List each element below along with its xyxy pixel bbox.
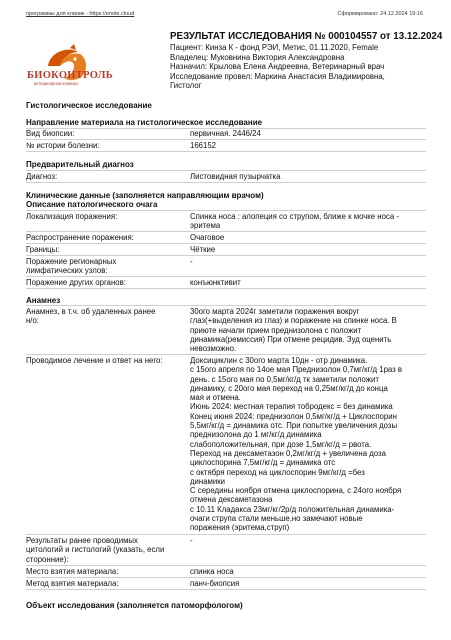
borders-value: Чёткие <box>190 245 216 254</box>
performed-line-cont: Гистолог <box>170 81 202 91</box>
previous-results-value: - <box>190 536 193 545</box>
previous-results-label: Результаты ранее проводимых цитологий и гистологий (указать, если сторонние): <box>26 536 165 564</box>
section-referral: Направление материала на гистологическое исследование <box>26 118 263 127</box>
biopsy-type-label: Вид биопсии: <box>26 129 75 138</box>
divider <box>26 354 426 355</box>
history-value: 166152 <box>190 141 217 150</box>
divider <box>26 243 426 244</box>
spread-label: Распространение поражения: <box>26 233 134 242</box>
result-title: РЕЗУЛЬТАТ ИССЛЕДОВАНИЯ № 000104557 от 13.12.2024 <box>170 31 443 42</box>
divider <box>26 210 426 211</box>
section-histology: Гистологическое исследование <box>26 101 152 110</box>
divider <box>26 170 426 171</box>
other-organs-value: конъюнктивит <box>190 278 241 287</box>
header-link[interactable]: программы для клиник - https://enote.cloud <box>26 11 135 17</box>
divider <box>26 151 426 152</box>
sample-place-label: Место взятия материала: <box>26 567 119 576</box>
history-label: № истории болезни: <box>26 141 100 150</box>
performed-line: Исследование провел: Маркина Анастасия Владимировна, <box>170 71 385 81</box>
treatment-value: Доксициклин с 30ого марта 10дн - отр динамика. с 15ого апреля по 14ое мая Преднизолон 0,7мг/кг/д 1раз в день. с 15ого мая по 0,5мг/кг/д тк заметили положит динамику, с 20ого мая переход на 0,25мг/кг/д до конца мая и отмена. Июнь 2024: местная терапия тобродекс = без динамика Конец июня 2024: преднизолон 0,5мг/кг/д + Циклоспорин 5,5мг/кг/д = динамика отс. При попытке увеличения дозы преднизолона до 1 мг/кг/д динамика слабоположительная, при дозе 1,5мг/кг/д = рвота. Переход на дексаметазон 0,2мг/кг/д + увеличена доза циклоспорина 7,5мг/кг/д = динамика отс с октября переход на циклоспорин 9мг/кг/д =без динамики С середины ноября отмена циклоспорина, с 24ого ноября отмена дексаметазона с 10.11 Кладакса 23мг/кг/2р/д положительная динамика- очаги струпа стали меньше,но замечают новые поражения (эритема,струп) <box>190 356 403 533</box>
assigned-line: Назначил: Крылова Елена Андреевна, Ветеринарный врач <box>170 62 385 72</box>
lymph-nodes-label: Поражение регионарных лимфатических узлов: <box>26 257 117 276</box>
anamnesis-label: Анамнез, в т.ч. об удаленных ранее н/о: <box>26 307 156 326</box>
sample-method-label: Метод взятия материала: <box>26 579 119 588</box>
localization-value: Спинка носа : алопеция со струпом, ближе к мочке носа - эритема <box>190 212 399 231</box>
divider <box>26 276 426 277</box>
section-lesion-description: Описание патологического очага <box>26 200 158 209</box>
diagnosis-label: Диагноз: <box>26 172 58 181</box>
sample-place-value: спинка носа <box>190 567 234 576</box>
patient-line: Пациент: Кинза К - фонд РЭИ, Метис, 01.11.2020, Female <box>170 43 379 52</box>
treatment-label: Проводимое лечение и ответ на него: <box>26 356 163 365</box>
section-anamnesis: Анамнез <box>26 296 61 305</box>
brand-tagline: ветеринарная клиника <box>34 81 78 86</box>
biopsy-type-value: первичная. 2446/24 <box>190 129 261 138</box>
divider <box>26 565 426 566</box>
other-organs-label: Поражение других органов: <box>26 278 126 287</box>
sample-method-value: панч-биопсия <box>190 579 240 588</box>
divider <box>26 255 426 256</box>
divider <box>26 589 426 590</box>
divider <box>26 139 426 140</box>
divider <box>26 534 426 535</box>
localization-label: Локализация поражения: <box>26 212 118 221</box>
lymph-nodes-value: - <box>190 257 193 266</box>
owner-line: Владелец: Муковнина Виктория Александровна <box>170 52 345 62</box>
section-preliminary-diagnosis: Предварительный диагноз <box>26 160 134 169</box>
divider <box>26 577 426 578</box>
divider <box>26 305 426 306</box>
anamnesis-value: 30ого марта 2024г заметили поражения вокруг глаз(+выделения из глаз) и поражение на спинке носа. В приюте начали прием преднизолона с положит динамика(ремиссия) При отмене рецидив. Зуд оценить невозможно. <box>190 307 397 354</box>
divider <box>26 182 426 183</box>
diagnosis-value: Листовидная пузырчатка <box>190 172 281 181</box>
borders-label: Границы: <box>26 245 60 254</box>
spread-value: Очаговое <box>190 233 225 242</box>
generated-date: Сформировано: 24.12.2024 19:16 <box>337 11 423 17</box>
section-object: Объект исследования (заполняется патоморфологом) <box>26 601 243 610</box>
divider <box>26 231 426 232</box>
section-clinical-data: Клинические данные (заполняется направляющим врачом) <box>26 191 264 200</box>
brand-name: БИОКОНТРОЛЬ <box>27 70 114 81</box>
result-info <box>170 43 385 91</box>
divider <box>26 288 426 289</box>
